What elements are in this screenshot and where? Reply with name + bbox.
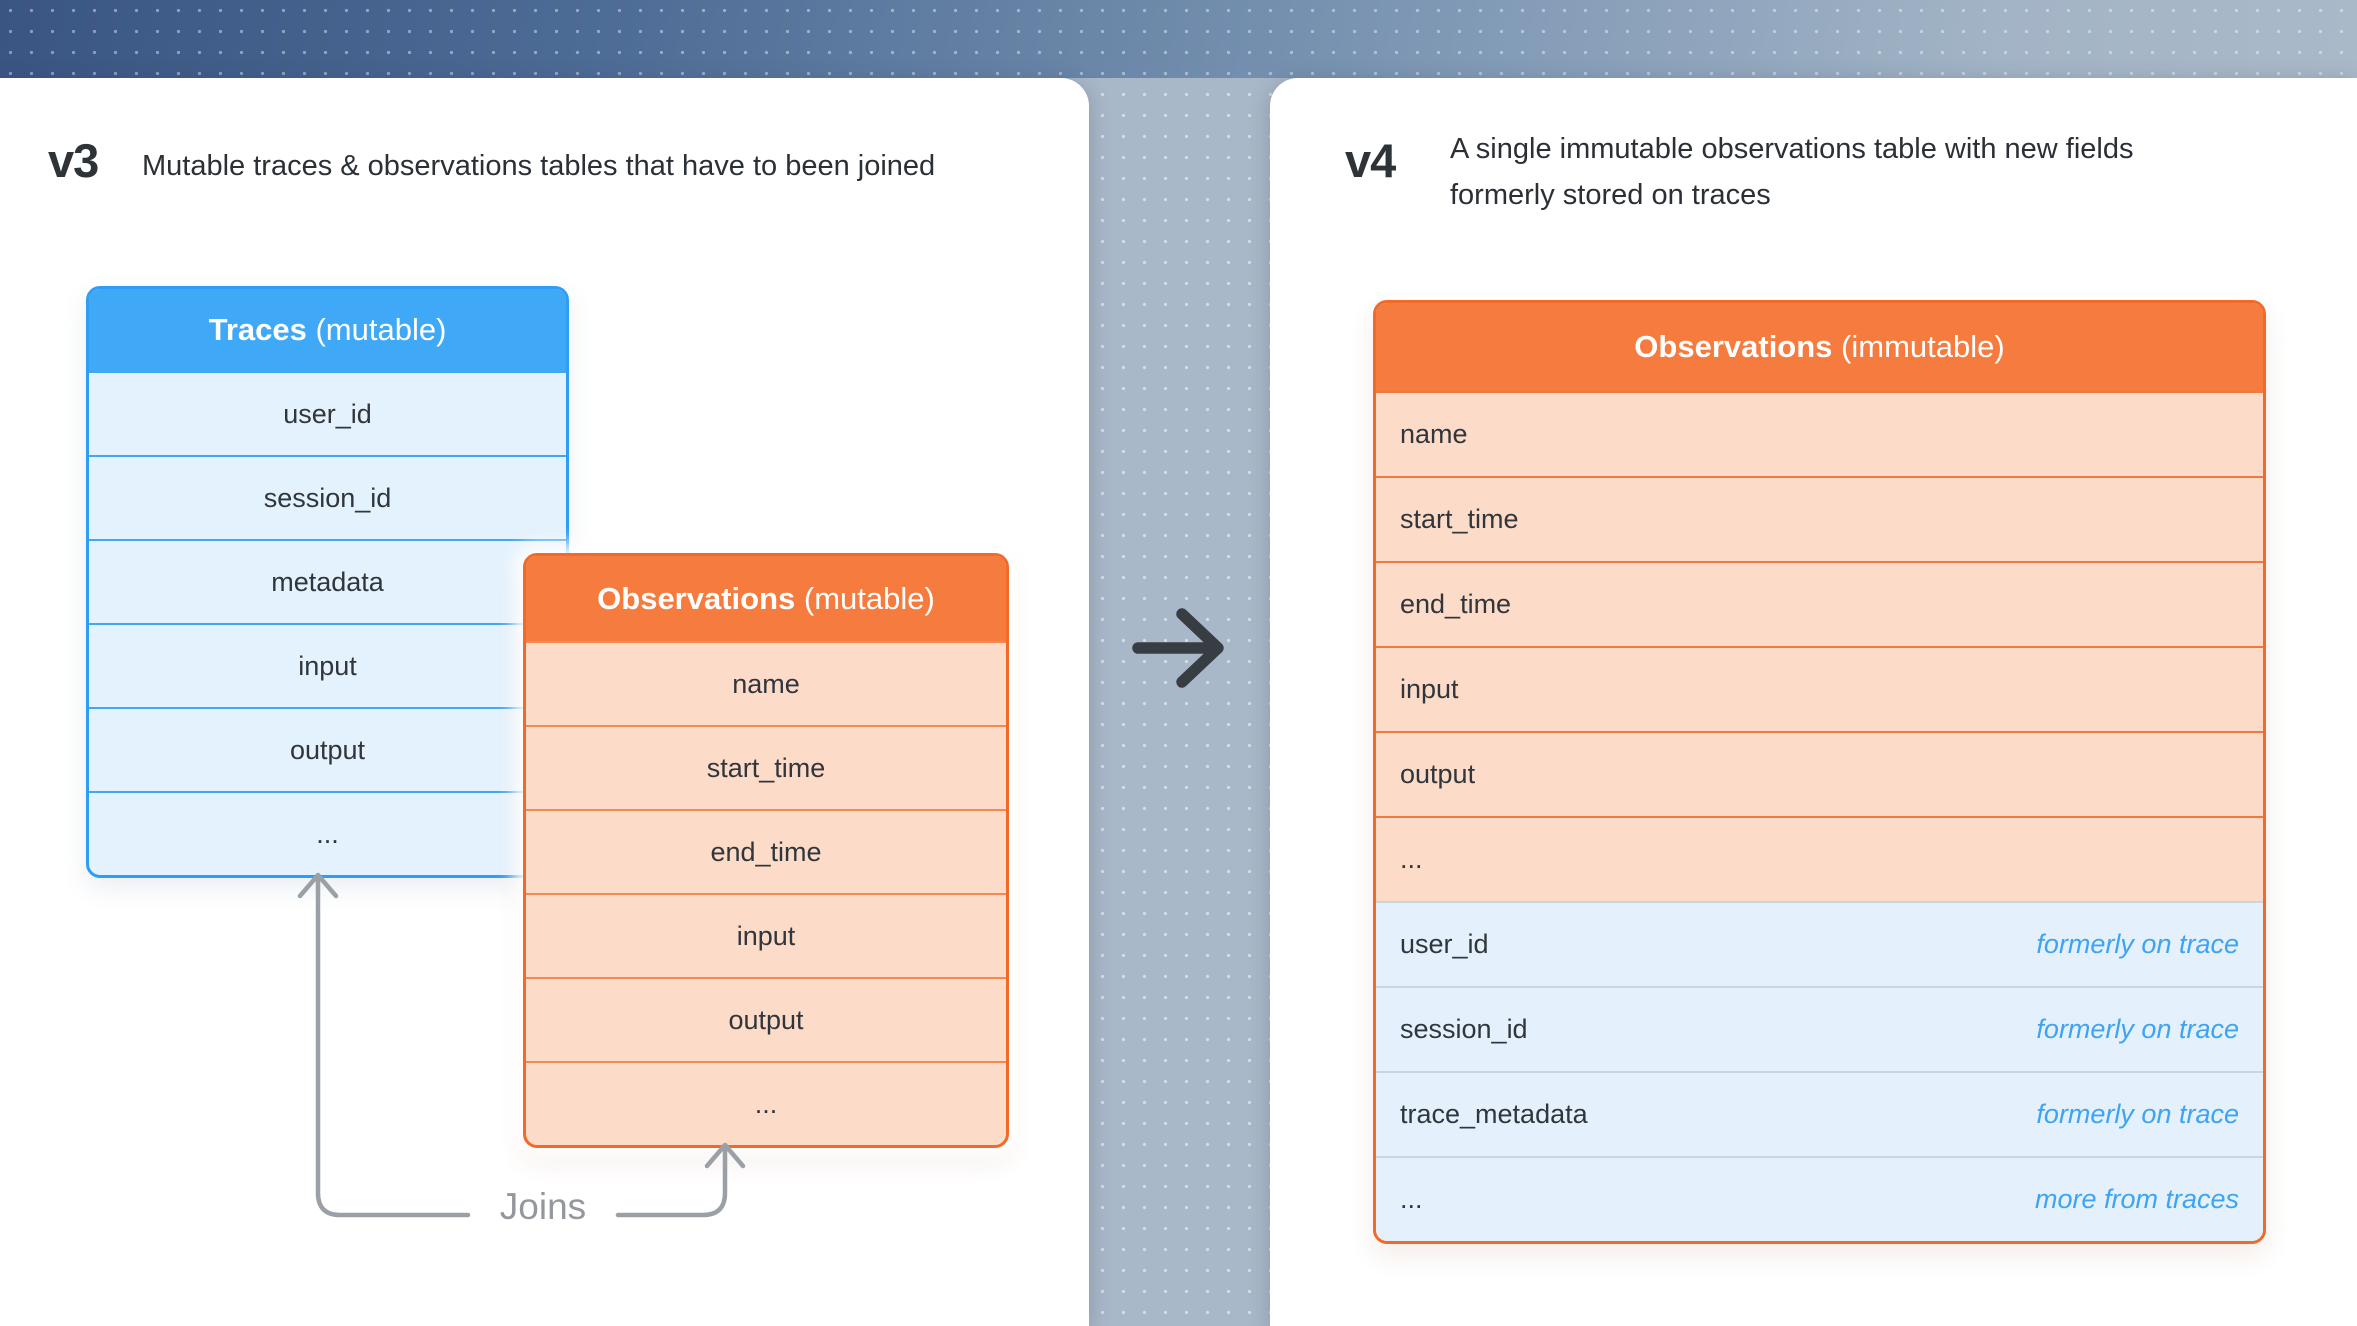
table-row-label: metadata [271, 566, 384, 597]
table-row-label: ... [316, 818, 339, 849]
joins-label: Joins [499, 1186, 587, 1227]
observations-immutable-header [1376, 303, 2263, 391]
observations-mutable-rows [526, 641, 1006, 1145]
table-row-label: user_id [1400, 929, 1489, 959]
observations-immutable-orange-rows [1376, 391, 2263, 901]
table-row-label: start_time [706, 752, 826, 783]
v3-caption: Mutable traces & observations tables that have to been joined [142, 150, 936, 182]
table-row-label: input [736, 920, 796, 951]
v4-panel [1270, 78, 2357, 1326]
table-row [1376, 561, 2263, 646]
observations-immutable-blue-rows [1376, 901, 2263, 1241]
observations-immutable-title-suffix: (immutable) [1832, 329, 2005, 364]
observations-mutable-title-suffix: (mutable) [795, 580, 935, 616]
table-row [89, 539, 566, 623]
traces-table-title-suffix: (mutable) [306, 312, 447, 347]
traces-table [86, 286, 569, 878]
traces-table-rows [89, 371, 566, 875]
table-row-label: ... [1400, 1184, 1423, 1214]
table-row [1376, 391, 2263, 476]
table-row-label: name [732, 668, 800, 699]
table-row [1376, 986, 2263, 1071]
table-row-label: output [728, 1004, 804, 1035]
table-row-label: output [289, 734, 366, 765]
table-row [526, 641, 1006, 725]
top-banner [0, 0, 2357, 78]
table-row-label: session_id [263, 482, 392, 513]
table-row [89, 455, 566, 539]
table-row-label: ... [754, 1088, 778, 1119]
observations-immutable-title: Observations [1634, 329, 1833, 364]
traces-table-title: Traces [208, 312, 307, 347]
table-row-label: user_id [283, 398, 372, 429]
table-row-origin-note: formerly on trace [2036, 929, 2239, 959]
table-row-label: end_time [1400, 589, 1512, 619]
v4-caption-line1: A single immutable observations table with new fields [1450, 133, 2134, 165]
table-row [1376, 901, 2263, 986]
table-row [89, 623, 566, 707]
table-row-label: end_time [710, 836, 822, 867]
table-row [1376, 1071, 2263, 1156]
table-row [526, 725, 1006, 809]
table-row [526, 809, 1006, 893]
table-row [89, 707, 566, 791]
observations-mutable-header [526, 556, 1006, 641]
v3-version-label: v3 [48, 134, 99, 187]
table-row-label: input [1400, 674, 1459, 704]
table-row [526, 893, 1006, 977]
v4-caption-line2: formerly stored on traces [1450, 179, 1771, 211]
table-row [1376, 1156, 2263, 1241]
table-row-label: input [298, 650, 357, 681]
observations-mutable-title: Observations [597, 580, 796, 616]
v3-panel [0, 78, 1089, 1326]
table-row-label: session_id [1400, 1014, 1528, 1044]
traces-table-header [89, 289, 566, 371]
table-row [1376, 731, 2263, 816]
v4-version-label: v4 [1345, 134, 1396, 187]
table-row [89, 791, 566, 875]
table-row [89, 371, 566, 455]
table-row [1376, 816, 2263, 901]
table-row [526, 977, 1006, 1061]
table-row-label: trace_metadata [1400, 1099, 1588, 1129]
observations-mutable-table [523, 553, 1009, 1148]
transform-arrow-icon [1128, 602, 1238, 694]
table-row [1376, 646, 2263, 731]
table-row-label: output [1400, 759, 1476, 789]
table-row [1376, 476, 2263, 561]
observations-immutable-table [1373, 300, 2266, 1244]
v4-caption [1450, 126, 2133, 218]
table-row-label: start_time [1400, 504, 1519, 534]
table-row-origin-note: formerly on trace [2036, 1014, 2239, 1044]
table-row-origin-note: more from traces [2034, 1184, 2239, 1214]
table-row [526, 1061, 1006, 1145]
table-row-label: name [1400, 419, 1468, 449]
table-row-origin-note: formerly on trace [2036, 1099, 2239, 1129]
table-row-label: ... [1400, 844, 1423, 874]
